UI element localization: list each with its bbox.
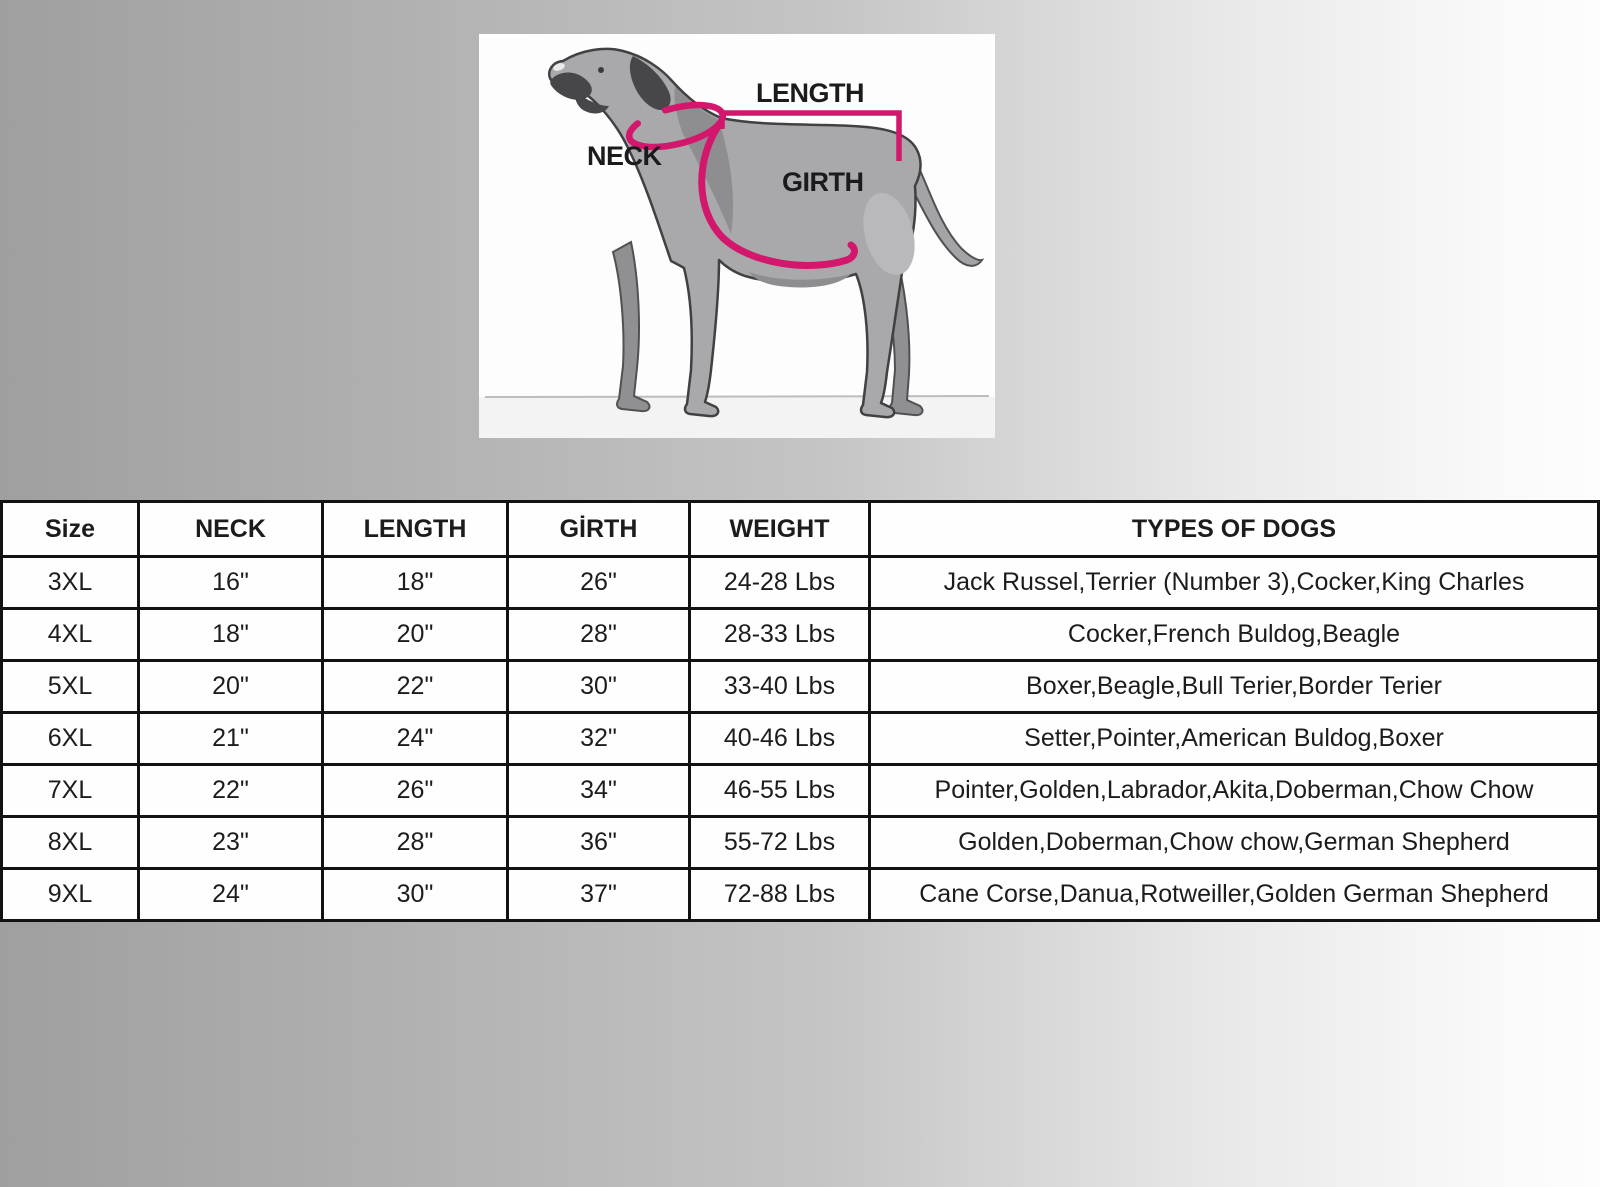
size-table-section [0, 500, 1600, 922]
neck-label: NECK [587, 141, 662, 171]
cell-length: 28" [323, 817, 508, 869]
dog-illustration [479, 34, 995, 438]
cell-length: 18" [323, 557, 508, 609]
floor-band [479, 397, 995, 438]
header-neck: NECK [139, 502, 323, 557]
cell-dog-types: Jack Russel,Terrier (Number 3),Cocker,King Charles [870, 557, 1599, 609]
cell-weight: 46-55 Lbs [690, 765, 870, 817]
cell-weight: 55-72 Lbs [690, 817, 870, 869]
cell-dog-types: Cane Corse,Danua,Rotweiller,Golden German Shepherd [870, 869, 1599, 921]
cell-size: 9XL [2, 869, 139, 921]
cell-dog-types: Pointer,Golden,Labrador,Akita,Doberman,Chow Chow [870, 765, 1599, 817]
cell-weight: 72-88 Lbs [690, 869, 870, 921]
cell-neck: 18" [139, 609, 323, 661]
cell-length: 22" [323, 661, 508, 713]
cell-dog-types: Cocker,French Buldog,Beagle [870, 609, 1599, 661]
dog-eye [598, 67, 604, 73]
table-header-row [2, 502, 1599, 557]
cell-neck: 16" [139, 557, 323, 609]
cell-length: 24" [323, 713, 508, 765]
cell-neck: 22" [139, 765, 323, 817]
header-girth: GİRTH [508, 502, 690, 557]
header-length: LENGTH [323, 502, 508, 557]
cell-size: 4XL [2, 609, 139, 661]
table-row [2, 713, 1599, 765]
cell-girth: 28" [508, 609, 690, 661]
ground-line [485, 396, 989, 397]
cell-neck: 20" [139, 661, 323, 713]
cell-size: 6XL [2, 713, 139, 765]
header-size: Size [2, 502, 139, 557]
cell-length: 20" [323, 609, 508, 661]
cell-dog-types: Golden,Doberman,Chow chow,German Shepherd [870, 817, 1599, 869]
dog-measurement-figure [479, 34, 995, 438]
header-types-of-dogs: TYPES OF DOGS [870, 502, 1599, 557]
cell-weight: 24-28 Lbs [690, 557, 870, 609]
cell-girth: 26" [508, 557, 690, 609]
cell-girth: 30" [508, 661, 690, 713]
cell-girth: 36" [508, 817, 690, 869]
cell-girth: 34" [508, 765, 690, 817]
table-row [2, 817, 1599, 869]
cell-size: 8XL [2, 817, 139, 869]
dog-far-front-leg [613, 242, 649, 411]
cell-girth: 32" [508, 713, 690, 765]
table-row [2, 869, 1599, 921]
cell-girth: 37" [508, 869, 690, 921]
length-label: LENGTH [756, 78, 864, 108]
table-row [2, 557, 1599, 609]
cell-size: 3XL [2, 557, 139, 609]
cell-dog-types: Boxer,Beagle,Bull Terier,Border Terier [870, 661, 1599, 713]
cell-size: 5XL [2, 661, 139, 713]
cell-neck: 21" [139, 713, 323, 765]
cell-size: 7XL [2, 765, 139, 817]
header-weight: WEIGHT [690, 502, 870, 557]
cell-neck: 23" [139, 817, 323, 869]
cell-weight: 40-46 Lbs [690, 713, 870, 765]
table-row [2, 609, 1599, 661]
cell-length: 26" [323, 765, 508, 817]
cell-neck: 24" [139, 869, 323, 921]
table-row [2, 765, 1599, 817]
size-table [0, 500, 1600, 922]
table-row [2, 661, 1599, 713]
cell-weight: 28-33 Lbs [690, 609, 870, 661]
cell-weight: 33-40 Lbs [690, 661, 870, 713]
cell-length: 30" [323, 869, 508, 921]
cell-dog-types: Setter,Pointer,American Buldog,Boxer [870, 713, 1599, 765]
girth-label: GIRTH [782, 167, 864, 197]
